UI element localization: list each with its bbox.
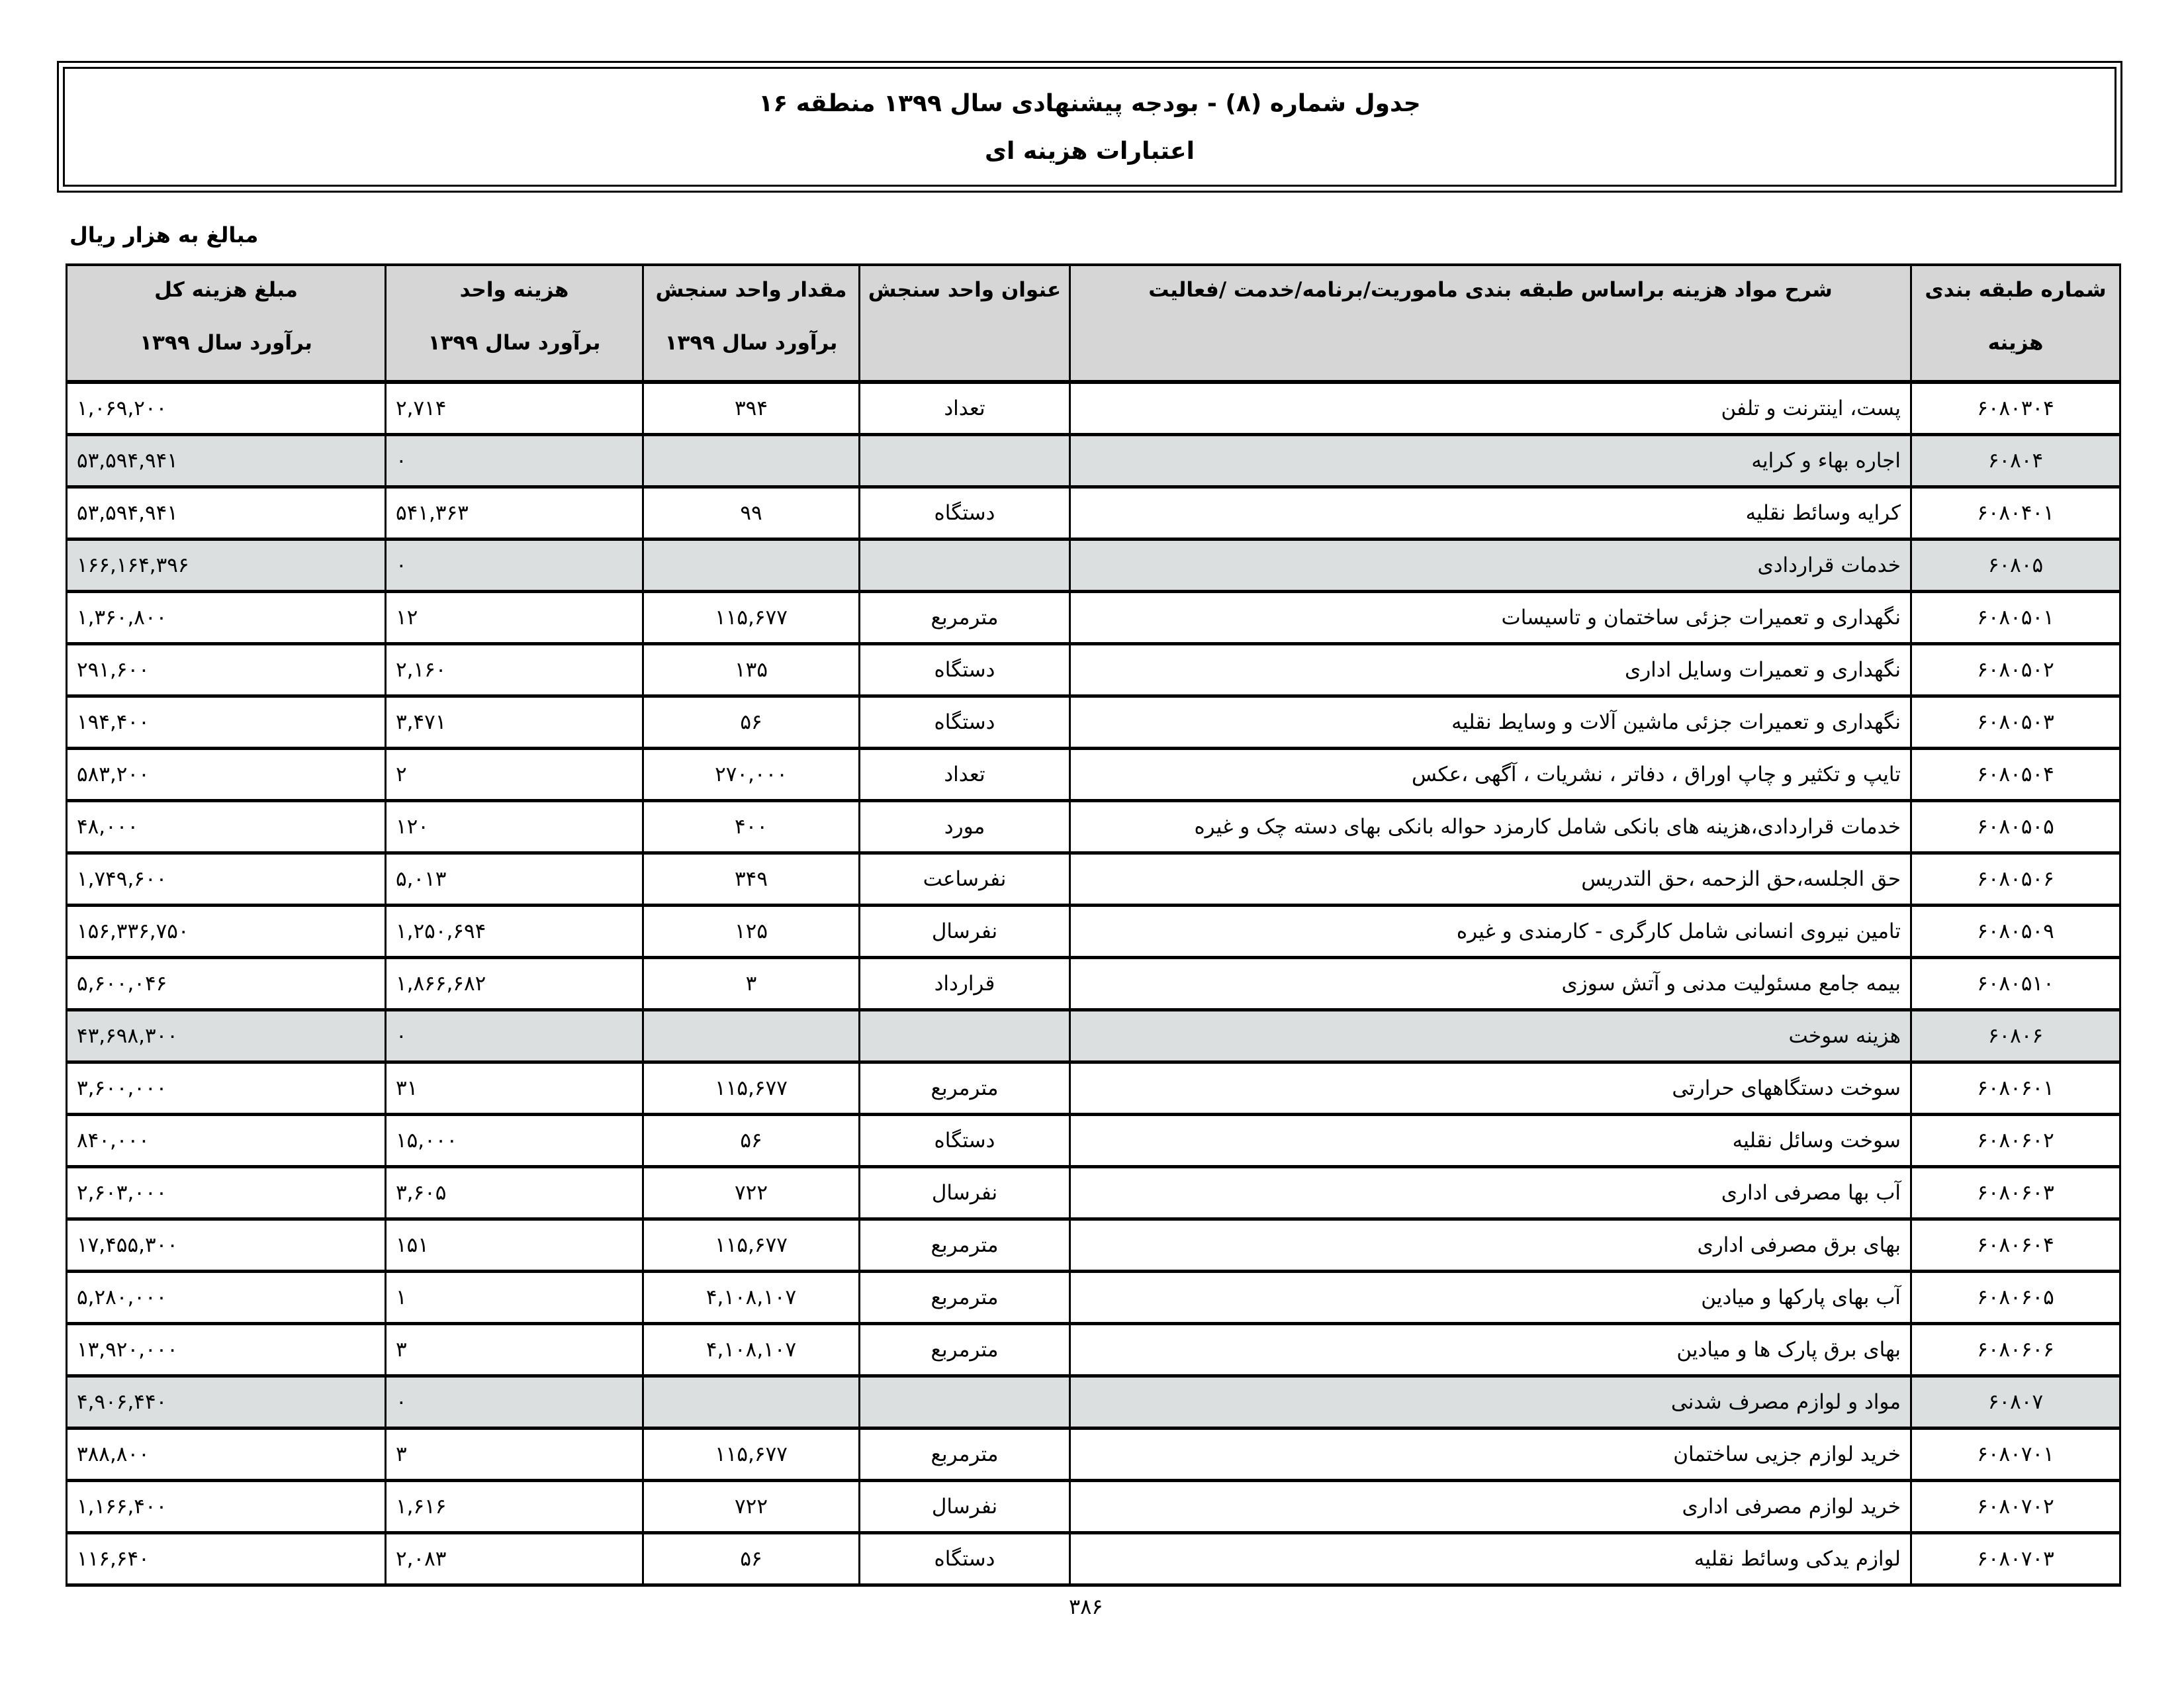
cell-unit-title: نفرساعت (860, 853, 1070, 906)
title-box (63, 67, 2116, 187)
cell-description: اجاره بهاء و کرایه (1070, 435, 1911, 487)
table-row (67, 592, 2120, 644)
cell-code: ۶۰۸۰۵۰۶ (1911, 853, 2120, 906)
cell-total-cost: ۴۸,۰۰۰ (67, 801, 386, 853)
cell-code: ۶۰۸۰۴۰۱ (1911, 487, 2120, 539)
cell-code: ۶۰۸۰۵ (1911, 539, 2120, 592)
cell-unit-cost: ۲ (386, 749, 643, 801)
table-row (67, 958, 2120, 1010)
cell-unit-quantity (643, 1376, 860, 1429)
cell-description: خرید لوازم جزیی ساختمان (1070, 1429, 1911, 1481)
cell-unit-cost: ۱,۲۵۰,۶۹۴ (386, 906, 643, 958)
cell-code: ۶۰۸۰۵۰۲ (1911, 644, 2120, 696)
cell-code: ۶۰۸۰۷۰۳ (1911, 1533, 2120, 1585)
cell-description: نگهداری و تعمیرات جزئی ماشین آلات و وسایط نقلیه (1070, 696, 1911, 749)
cell-unit-title: مترمربع (860, 1272, 1070, 1324)
cell-unit-cost: ۱,۶۱۶ (386, 1481, 643, 1533)
table-row (67, 1115, 2120, 1167)
cell-code: ۶۰۸۰۵۰۵ (1911, 801, 2120, 853)
cell-unit-title: قرارداد (860, 958, 1070, 1010)
cell-total-cost: ۴,۹۰۶,۴۴۰ (67, 1376, 386, 1429)
cell-code: ۶۰۸۰۵۱۰ (1911, 958, 2120, 1010)
header-row (67, 265, 2120, 382)
group-row (67, 1010, 2120, 1062)
table-subtitle: اعتبارات هزینه ای (985, 138, 1195, 165)
cell-total-cost: ۵۳,۵۹۴,۹۴۱ (67, 487, 386, 539)
cell-unit-quantity: ۱۱۵,۶۷۷ (643, 1219, 860, 1272)
header-code: شماره طبقه بندی هزینه (1911, 265, 2120, 382)
cell-unit-quantity: ۷۲۲ (643, 1481, 860, 1533)
cell-unit-cost: ۳,۴۷۱ (386, 696, 643, 749)
cell-unit-cost: ۲,۷۱۴ (386, 382, 643, 435)
table-row (67, 1481, 2120, 1533)
cell-code: ۶۰۸۰۵۰۳ (1911, 696, 2120, 749)
cell-description: نگهداری و تعمیرات جزئی ساختمان و تاسیسات (1070, 592, 1911, 644)
cell-code: ۶۰۸۰۳۰۴ (1911, 382, 2120, 435)
cell-unit-quantity: ۷۲۲ (643, 1167, 860, 1219)
cell-code: ۶۰۸۰۶۰۵ (1911, 1272, 2120, 1324)
table-row (67, 906, 2120, 958)
cell-unit-cost: ۰ (386, 1010, 643, 1062)
cell-unit-quantity: ۵۶ (643, 696, 860, 749)
cell-unit-title (860, 435, 1070, 487)
cell-unit-title: نفرسال (860, 1167, 1070, 1219)
table-row (67, 801, 2120, 853)
cell-total-cost: ۳۸۸,۸۰۰ (67, 1429, 386, 1481)
cell-description: لوازم یدکی وسائط نقلیه (1070, 1533, 1911, 1585)
cell-description: نگهداری و تعمیرات وسایل اداری (1070, 644, 1911, 696)
cell-description: بیمه جامع مسئولیت مدنی و آتش سوزی (1070, 958, 1911, 1010)
cell-unit-title: مورد (860, 801, 1070, 853)
budget-table (66, 263, 2121, 1587)
cell-total-cost: ۳,۶۰۰,۰۰۰ (67, 1062, 386, 1115)
table-title: جدول شماره (۸) - بودجه پیشنهادی سال ۱۳۹۹ منطقه ۱۶ (758, 90, 1421, 117)
table-row (67, 1272, 2120, 1324)
cell-total-cost: ۱,۷۴۹,۶۰۰ (67, 853, 386, 906)
cell-unit-title: مترمربع (860, 1324, 1070, 1376)
cell-total-cost: ۴۳,۶۹۸,۳۰۰ (67, 1010, 386, 1062)
header-unit-title: عنوان واحد سنجش (860, 265, 1070, 382)
cell-code: ۶۰۸۰۷ (1911, 1376, 2120, 1429)
cell-total-cost: ۱۳,۹۲۰,۰۰۰ (67, 1324, 386, 1376)
cell-description: هزینه سوخت (1070, 1010, 1911, 1062)
cell-unit-title (860, 1010, 1070, 1062)
units-note: مبالغ به هزار ریال (69, 222, 259, 248)
cell-unit-quantity (643, 539, 860, 592)
cell-unit-cost: ۳ (386, 1324, 643, 1376)
header-unit-cost: هزینه واحد برآورد سال ۱۳۹۹ (386, 265, 643, 382)
cell-total-cost: ۱,۱۶۶,۴۰۰ (67, 1481, 386, 1533)
cell-code: ۶۰۸۰۵۰۴ (1911, 749, 2120, 801)
cell-total-cost: ۲۹۱,۶۰۰ (67, 644, 386, 696)
group-row (67, 539, 2120, 592)
cell-description: پست، اینترنت و تلفن (1070, 382, 1911, 435)
cell-description: سوخت وسائل نقلیه (1070, 1115, 1911, 1167)
header-unit-quantity: مقدار واحد سنجش برآورد سال ۱۳۹۹ (643, 265, 860, 382)
cell-unit-cost: ۰ (386, 435, 643, 487)
cell-unit-cost: ۱,۸۶۶,۶۸۲ (386, 958, 643, 1010)
table-row (67, 1219, 2120, 1272)
cell-total-cost: ۱,۰۶۹,۲۰۰ (67, 382, 386, 435)
cell-unit-title: دستگاه (860, 1533, 1070, 1585)
cell-unit-title: مترمربع (860, 1429, 1070, 1481)
cell-unit-title: دستگاه (860, 1115, 1070, 1167)
cell-code: ۶۰۸۰۷۰۱ (1911, 1429, 2120, 1481)
cell-total-cost: ۵,۶۰۰,۰۴۶ (67, 958, 386, 1010)
cell-unit-title: نفرسال (860, 1481, 1070, 1533)
cell-description: خرید لوازم مصرفی اداری (1070, 1481, 1911, 1533)
cell-total-cost: ۵۳,۵۹۴,۹۴۱ (67, 435, 386, 487)
cell-unit-quantity: ۹۹ (643, 487, 860, 539)
cell-total-cost: ۱۱۶,۶۴۰ (67, 1533, 386, 1585)
cell-unit-cost: ۱۵,۰۰۰ (386, 1115, 643, 1167)
cell-unit-cost: ۱ (386, 1272, 643, 1324)
cell-unit-quantity: ۴,۱۰۸,۱۰۷ (643, 1324, 860, 1376)
cell-unit-quantity: ۱۱۵,۶۷۷ (643, 1062, 860, 1115)
cell-unit-cost: ۰ (386, 539, 643, 592)
cell-total-cost: ۸۴۰,۰۰۰ (67, 1115, 386, 1167)
cell-total-cost: ۱۷,۴۵۵,۳۰۰ (67, 1219, 386, 1272)
cell-code: ۶۰۸۰۶۰۶ (1911, 1324, 2120, 1376)
cell-unit-quantity: ۲۷۰,۰۰۰ (643, 749, 860, 801)
table-row (67, 487, 2120, 539)
cell-description: بهای برق پارک ها و میادین (1070, 1324, 1911, 1376)
cell-code: ۶۰۸۰۶ (1911, 1010, 2120, 1062)
group-row (67, 435, 2120, 487)
header-description: شرح مواد هزینه براساس طبقه بندی ماموریت/برنامه/خدمت /فعالیت (1070, 265, 1911, 382)
cell-unit-quantity: ۱۳۵ (643, 644, 860, 696)
cell-unit-cost: ۳ (386, 1429, 643, 1481)
cell-description: آب بها مصرفی اداری (1070, 1167, 1911, 1219)
cell-unit-title: مترمربع (860, 1062, 1070, 1115)
cell-total-cost: ۵۸۳,۲۰۰ (67, 749, 386, 801)
cell-code: ۶۰۸۰۶۰۴ (1911, 1219, 2120, 1272)
cell-unit-cost: ۳۱ (386, 1062, 643, 1115)
table-row (67, 644, 2120, 696)
cell-unit-quantity: ۳۹۴ (643, 382, 860, 435)
cell-unit-quantity: ۵۶ (643, 1533, 860, 1585)
table-row (67, 1062, 2120, 1115)
table-row (67, 382, 2120, 435)
cell-unit-cost: ۲,۱۶۰ (386, 644, 643, 696)
cell-code: ۶۰۸۰۵۰۹ (1911, 906, 2120, 958)
cell-unit-cost: ۱۲۰ (386, 801, 643, 853)
page-number: ۳۸۶ (1069, 1594, 1103, 1619)
table-row (67, 749, 2120, 801)
cell-total-cost: ۱,۳۶۰,۸۰۰ (67, 592, 386, 644)
cell-unit-title: مترمربع (860, 1219, 1070, 1272)
cell-unit-quantity: ۱۲۵ (643, 906, 860, 958)
cell-unit-title: تعداد (860, 749, 1070, 801)
cell-unit-quantity: ۱۱۵,۶۷۷ (643, 592, 860, 644)
cell-unit-quantity: ۴۰۰ (643, 801, 860, 853)
cell-code: ۶۰۸۰۶۰۱ (1911, 1062, 2120, 1115)
cell-unit-cost: ۰ (386, 1376, 643, 1429)
group-row (67, 1376, 2120, 1429)
cell-code: ۶۰۸۰۵۰۱ (1911, 592, 2120, 644)
cell-unit-cost: ۳,۶۰۵ (386, 1167, 643, 1219)
cell-unit-title: دستگاه (860, 487, 1070, 539)
cell-total-cost: ۵,۲۸۰,۰۰۰ (67, 1272, 386, 1324)
cell-unit-quantity: ۳۴۹ (643, 853, 860, 906)
cell-description: سوخت دستگاههای حرارتی (1070, 1062, 1911, 1115)
table-row (67, 1324, 2120, 1376)
cell-description: خدمات قراردادی،هزینه های بانکی شامل کارمزد حواله بانکی بهای دسته چک و غیره (1070, 801, 1911, 853)
cell-unit-quantity: ۴,۱۰۸,۱۰۷ (643, 1272, 860, 1324)
cell-description: تامین نیروی انسانی شامل کارگری - کارمندی و غیره (1070, 906, 1911, 958)
cell-unit-title (860, 1376, 1070, 1429)
cell-description: تایپ و تکثیر و چاپ اوراق ، دفاتر ، نشریات ، آگهی ،عکس (1070, 749, 1911, 801)
cell-total-cost: ۱۶۶,۱۶۴,۳۹۶ (67, 539, 386, 592)
cell-unit-cost: ۵۴۱,۳۶۳ (386, 487, 643, 539)
table-row (67, 1429, 2120, 1481)
cell-unit-title: دستگاه (860, 644, 1070, 696)
cell-description: خدمات قراردادی (1070, 539, 1911, 592)
header-total-cost: مبلغ هزینه کل برآورد سال ۱۳۹۹ (67, 265, 386, 382)
table-row (67, 853, 2120, 906)
cell-unit-title: تعداد (860, 382, 1070, 435)
cell-unit-title: دستگاه (860, 696, 1070, 749)
cell-code: ۶۰۸۰۴ (1911, 435, 2120, 487)
table-row (67, 1533, 2120, 1585)
cell-unit-title: نفرسال (860, 906, 1070, 958)
cell-unit-quantity (643, 1010, 860, 1062)
cell-unit-quantity: ۵۶ (643, 1115, 860, 1167)
cell-unit-quantity: ۳ (643, 958, 860, 1010)
cell-total-cost: ۱۹۴,۴۰۰ (67, 696, 386, 749)
cell-unit-cost: ۵,۰۱۳ (386, 853, 643, 906)
cell-code: ۶۰۸۰۶۰۲ (1911, 1115, 2120, 1167)
table-row (67, 1167, 2120, 1219)
cell-description: بهای برق مصرفی اداری (1070, 1219, 1911, 1272)
cell-unit-cost: ۱۵۱ (386, 1219, 643, 1272)
cell-unit-cost: ۱۲ (386, 592, 643, 644)
cell-unit-title: مترمربع (860, 592, 1070, 644)
cell-total-cost: ۱۵۶,۳۳۶,۷۵۰ (67, 906, 386, 958)
cell-description: مواد و لوازم مصرف شدنی (1070, 1376, 1911, 1429)
cell-description: آب بهای پارکها و میادین (1070, 1272, 1911, 1324)
table-row (67, 696, 2120, 749)
cell-code: ۶۰۸۰۶۰۳ (1911, 1167, 2120, 1219)
cell-description: کرایه وسائط نقلیه (1070, 487, 1911, 539)
cell-total-cost: ۲,۶۰۳,۰۰۰ (67, 1167, 386, 1219)
cell-unit-title (860, 539, 1070, 592)
cell-unit-cost: ۲,۰۸۳ (386, 1533, 643, 1585)
cell-code: ۶۰۸۰۷۰۲ (1911, 1481, 2120, 1533)
cell-unit-quantity: ۱۱۵,۶۷۷ (643, 1429, 860, 1481)
cell-unit-quantity (643, 435, 860, 487)
cell-description: حق الجلسه،حق الزحمه ،حق التدریس (1070, 853, 1911, 906)
